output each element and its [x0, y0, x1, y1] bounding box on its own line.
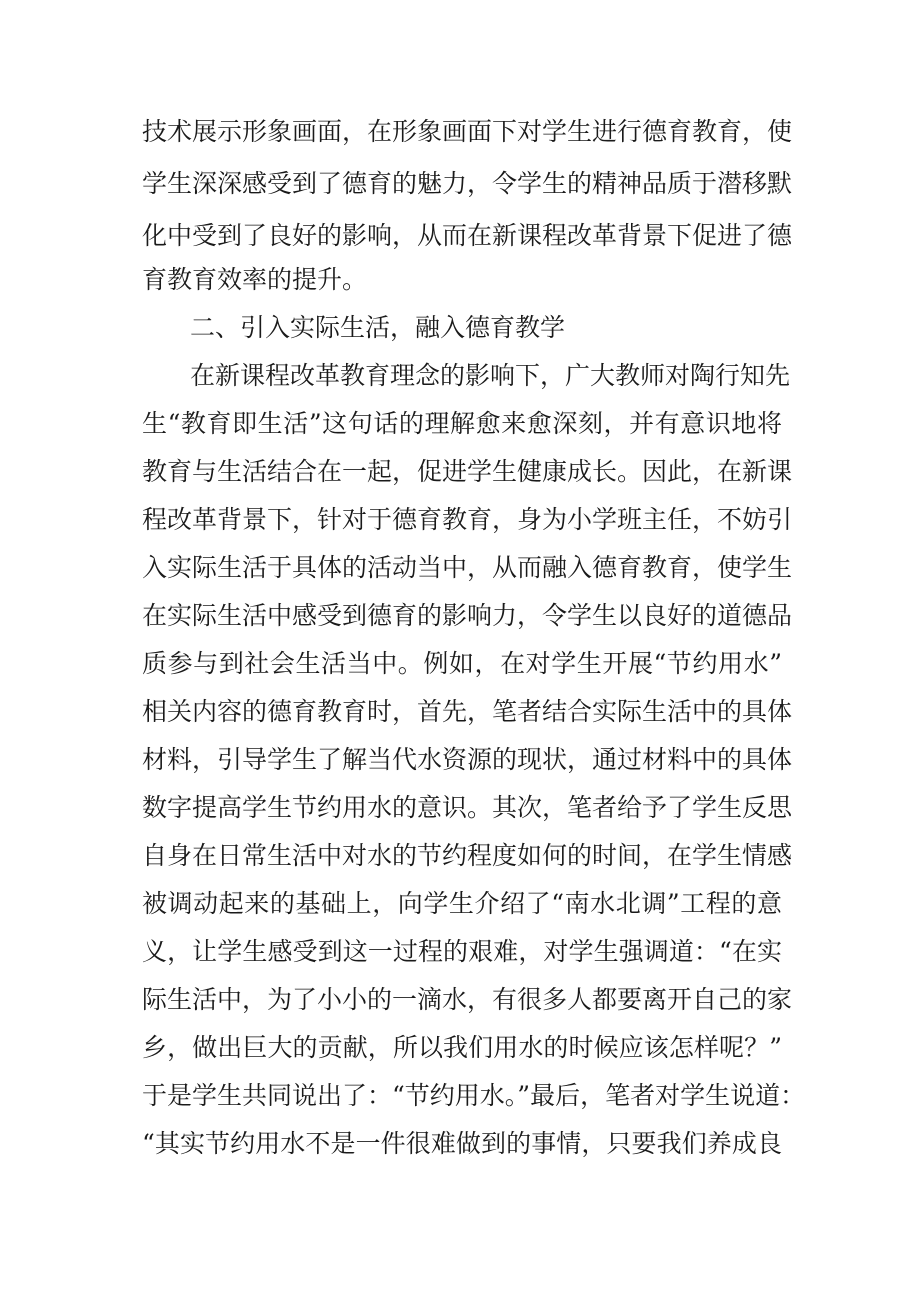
paragraph-2-line-11: 自身在日常生活中对水的节约程度如何的时间，在学生情感	[142, 841, 793, 870]
paragraph-2-line-5: 入实际生活于具体的活动当中，从而融入德育教育，使学生	[142, 553, 793, 582]
paragraph-2-line-10: 数字提高学生节约用水的意识。其次，笔者给予了学生反思	[142, 793, 793, 822]
paragraph-2-line-15: 乡，做出巨大的贡献，所以我们用水的时候应该怎样呢？”	[142, 1033, 782, 1062]
paragraph-2-line-13: 义，让学生感受到这一过程的艰难，对学生强调道：“在实	[142, 937, 782, 966]
paragraph-1-line-3: 化中受到了良好的影响，从而在新课程改革背景下促进了德	[142, 221, 793, 250]
paragraph-2-line-2: 生“教育即生活”这句话的理解愈来愈深刻，并有意识地将	[142, 409, 782, 438]
paragraph-2-line-14: 际生活中，为了小小的一滴水，有很多人都要离开自己的家	[142, 985, 793, 1014]
paragraph-1-line-4: 育教育效率的提升。	[142, 265, 368, 294]
paragraph-2-line-17: “其实节约用水不是一件很难做到的事情，只要我们养成良	[142, 1129, 782, 1158]
paragraph-2-line-8: 相关内容的德育教育时，首先，笔者结合实际生活中的具体	[142, 697, 793, 726]
paragraph-2-line-9: 材料，引导学生了解当代水资源的现状，通过材料中的具体	[142, 745, 793, 774]
paragraph-2-line-7: 质参与到社会生活当中。例如，在对学生开展“节约用水”	[142, 649, 782, 678]
paragraph-2-line-4: 程改革背景下，针对于德育教育，身为小学班主任，不妨引	[142, 505, 793, 534]
paragraph-2-line-16: 于是学生共同说出了：“节约用水。”最后，笔者对学生说道：	[142, 1081, 806, 1110]
paragraph-2-line-1: 在新课程改革教育理念的影响下，广大教师对陶行知先	[190, 361, 791, 390]
paragraph-2-line-6: 在实际生活中感受到德育的影响力，令学生以良好的道德品	[142, 601, 793, 630]
section-heading: 二、引入实际生活，融入德育教学	[190, 313, 566, 342]
paragraph-2-line-3: 教育与生活结合在一起，促进学生健康成长。因此，在新课	[142, 457, 793, 486]
paragraph-2-line-12: 被调动起来的基础上，向学生介绍了“南水北调”工程的意	[142, 889, 782, 918]
paragraph-1-line-1: 技术展示形象画面，在形象画面下对学生进行德育教育，使	[142, 117, 793, 146]
paragraph-1-line-2: 学生深深感受到了德育的魅力，令学生的精神品质于潜移默	[142, 169, 793, 198]
